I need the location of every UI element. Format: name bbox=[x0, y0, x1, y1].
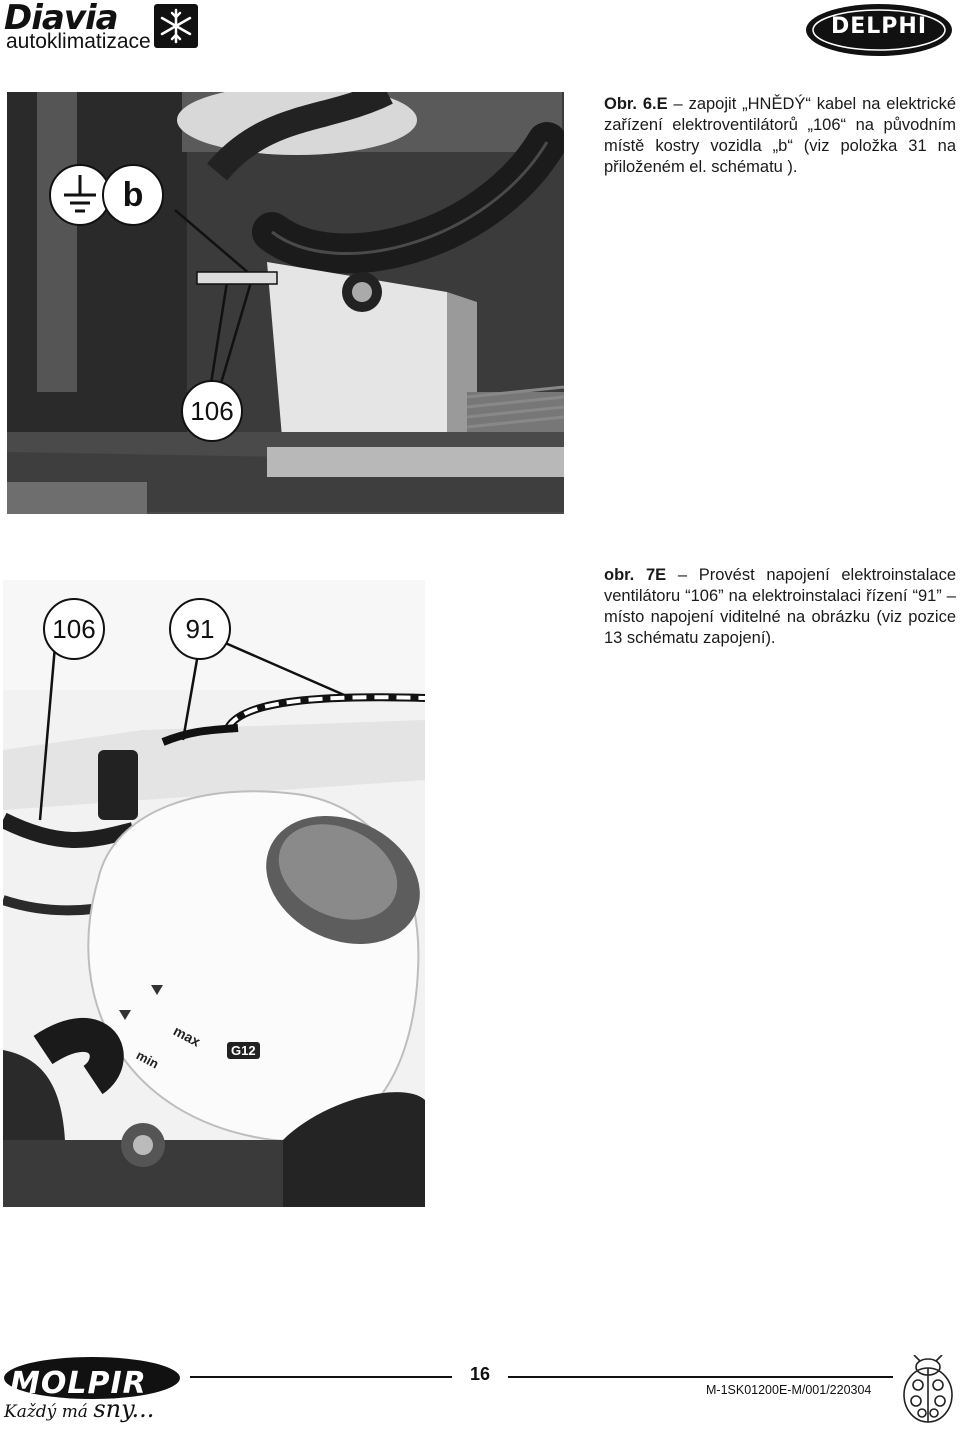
diavia-logo bbox=[4, 0, 204, 53]
caption-figure-6e-label: Obr. 6.E bbox=[604, 95, 668, 113]
callout-106-reservoir: 106 bbox=[43, 598, 105, 660]
footer-rule-right bbox=[508, 1376, 893, 1378]
document-id: M-1SK01200E-M/001/220304 bbox=[706, 1383, 872, 1397]
reservoir-min-label: min bbox=[133, 1047, 162, 1072]
molpir-logo-text: MOLPIR bbox=[10, 1366, 147, 1401]
caption-figure-7e-label: obr. 7E bbox=[604, 566, 667, 584]
callout-b: b bbox=[102, 164, 164, 226]
slogan-word-2: má bbox=[61, 1402, 88, 1422]
slogan-word-1: Každý bbox=[4, 1402, 57, 1422]
caption-figure-7e-text: – Provést napojení elektroinstalace ventilátoru “106” na elektroinstalaci řízení “91” – místo napojení viditelné na obrázku (viz pozice 13 schématu zapojení). bbox=[604, 566, 956, 647]
delphi-logo-text: DELPHI bbox=[830, 14, 928, 39]
reservoir-max-label: max bbox=[170, 1022, 204, 1050]
footer-rule-left bbox=[190, 1376, 452, 1378]
reservoir-g12-label: G12 bbox=[227, 1042, 260, 1059]
slogan-word-3: sny... bbox=[93, 1395, 155, 1423]
photo-fan-ground bbox=[7, 92, 564, 514]
delphi-logo bbox=[804, 2, 954, 58]
caption-figure-7e bbox=[604, 565, 956, 649]
snowflake-icon bbox=[154, 4, 198, 48]
caption-figure-6e-text: – zapojit „HNĚDÝ“ kabel na elektrické zařízení elektroventilátorů „106“ na původním místě kostry vozidla „b“ (viz položka 31 na přiloženém el. schématu ). bbox=[604, 95, 956, 176]
caption-figure-6e bbox=[604, 94, 956, 178]
callout-91: 91 bbox=[169, 598, 231, 660]
page-number: 16 bbox=[469, 1364, 491, 1384]
callout-106: 106 bbox=[181, 380, 243, 442]
diavia-logo-text: Diavia bbox=[4, 0, 118, 38]
diavia-logo-subtitle: autoklimatizace bbox=[6, 30, 151, 53]
molpir-slogan bbox=[4, 1395, 154, 1423]
photo-coolant-reservoir bbox=[3, 580, 425, 1207]
ladybug-icon bbox=[900, 1355, 956, 1425]
